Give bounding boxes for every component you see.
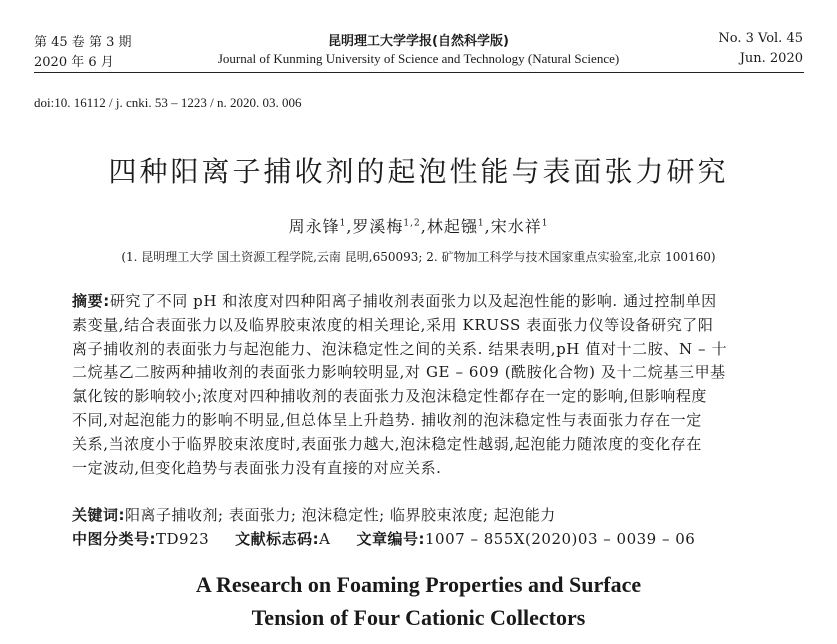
author-name: 罗溪梅 [352,217,404,236]
journal-title-en: Journal of Kunming University of Science and Technology (Natural Science) [217,51,620,66]
abstract-line: 二烷基乙二胺两种捕收剂的表面张力影响较明显,对 GE – 609 (酰胺化合物) 及十二烷基三甲基 [72,363,726,382]
author-name: 林起镪 [426,217,478,236]
article-number-value: 1007 – 855X(2020)03 – 0039 – 06 [425,530,696,548]
volume-issue-cn: 第 45 卷 第 3 期 [34,35,132,50]
author-affiliation-mark: 1 [541,218,549,229]
keywords [72,504,556,525]
abstract-line: 素变量,结合表面张力以及临界胶束浓度的相关理论,采用 KRUSS 表面张力仪等设备研究了阳 [72,315,714,334]
header-rule [34,72,804,73]
doi: doi:10. 16112 / j. cnki. 53 – 1223 / n. 2020. 03. 006 [34,95,302,110]
author-affiliation-mark: 1 [339,218,347,229]
paper-title-en-line1: A Research on Foaming Properties and Surface [195,572,642,597]
date-cn: 2020 年 6 月 [34,55,114,70]
classification-line [72,528,695,549]
abstract-line: 离子捕收剂的表面张力与起泡能力、泡沫稳定性之间的关系. 结果表明,pH 值对十二胺、N – 十 [72,339,728,358]
abstract-line: 关系,当浓度小于临界胶束浓度时,表面张力越大,泡沫稳定性越弱,起泡能力随浓度的变化存在 [72,434,702,453]
paper-title-cn: 四种阳离子捕收剂的起泡性能与表面张力研究 [108,155,729,188]
affiliations: (1. 昆明理工大学 国土资源工程学院,云南 昆明,650093; 2. 矿物加工科学与技术国家重点实验室,北京 100160) [121,250,716,264]
doc-code-value: A [319,530,331,548]
author-affiliation-mark: 1 [477,218,485,229]
author-name: 宋水祥 [490,217,542,236]
author-name: 周永锋 [288,217,340,236]
article-number-label: 文章编号: [356,530,426,548]
keywords-label: 关键词: [72,506,125,524]
abstract-line: 氯化铵的影响较小;浓度对四种捕收剂的表面张力及泡沫稳定性都存在一定的影响,但影响程度 [72,387,708,406]
clc-value: TD923 [156,530,210,548]
issue-en: No. 3 Vol. 45 [718,31,803,46]
keywords-text: 阳离子捕收剂; 表面张力; 泡沫稳定性; 临界胶束浓度; 起泡能力 [125,506,556,524]
abstract-label: 摘要: [72,292,110,310]
abstract [72,290,772,480]
date-en: Jun. 2020 [739,51,803,66]
clc-label: 中图分类号: [72,530,156,548]
journal-title-cn: 昆明理工大学学报(自然科学版) [328,34,509,49]
author-affiliation-mark: 1,2 [403,218,421,229]
abstract-line [72,290,772,314]
abstract-text: 研究了不同 pH 和浓度对四种阳离子捕收剂表面张力以及起泡性能的影响. 通过控制单因 [109,292,717,310]
author-list: 周永锋$^1$,罗溪梅$^{1,2}$,林起镪$^1$,宋水祥$^1$ [288,217,549,236]
abstract-line: 一定波动,但变化趋势与表面张力没有直接的对应关系. [72,458,442,477]
paper-title-en-line2: Tension of Four Cationic Collectors [251,605,586,630]
doc-code-label: 文献标志码: [235,530,320,548]
abstract-line: 不同,对起泡能力的影响不明显,但总体呈上升趋势. 捕收剂的泡沫稳定性与表面张力存在一定 [72,410,702,429]
